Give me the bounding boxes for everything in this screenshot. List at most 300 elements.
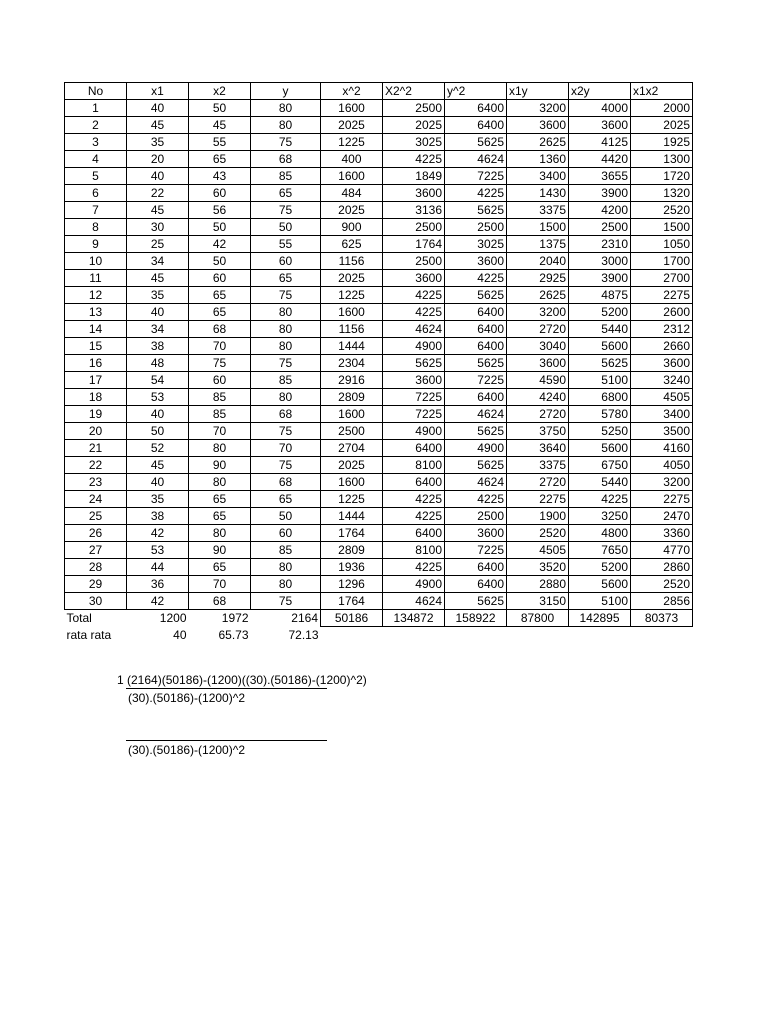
table-cell: 4624 <box>445 151 507 168</box>
table-cell: 45 <box>127 117 189 134</box>
table-cell: 2500 <box>445 508 507 525</box>
table-cell: 6750 <box>569 457 631 474</box>
table-cell: 34 <box>127 253 189 270</box>
table-cell: 50 <box>189 253 251 270</box>
table-cell: 68 <box>189 321 251 338</box>
table-cell: 2809 <box>321 389 383 406</box>
table-row <box>65 304 693 321</box>
table-row <box>65 474 693 491</box>
table-cell: 3655 <box>569 168 631 185</box>
table-cell: 53 <box>127 542 189 559</box>
table-cell: 34 <box>127 321 189 338</box>
table-cell: 1225 <box>321 287 383 304</box>
table-row <box>65 389 693 406</box>
table-cell: 5625 <box>445 202 507 219</box>
table-cell: 3200 <box>507 304 569 321</box>
table-cell: 6400 <box>445 389 507 406</box>
table-cell: 75 <box>251 287 321 304</box>
table-cell: 80 <box>189 474 251 491</box>
table-cell: 3400 <box>631 406 693 423</box>
table-cell: 16 <box>65 355 127 372</box>
table-cell: 3500 <box>631 423 693 440</box>
table-cell: 4420 <box>569 151 631 168</box>
table-cell: 3360 <box>631 525 693 542</box>
table-row <box>65 576 693 593</box>
table-cell: 4590 <box>507 372 569 389</box>
table-cell: 1156 <box>321 321 383 338</box>
table-row <box>65 406 693 423</box>
table-cell: 21 <box>65 440 127 457</box>
table-cell: 40 <box>127 304 189 321</box>
table-cell: 2520 <box>631 202 693 219</box>
average-value: 40 <box>173 627 187 642</box>
table-cell: 5100 <box>569 593 631 610</box>
table-cell: 65 <box>189 304 251 321</box>
table-cell: 80 <box>251 576 321 593</box>
total-value: 142895 <box>569 610 631 627</box>
table-cell: 7650 <box>569 542 631 559</box>
table-cell: 3025 <box>383 134 445 151</box>
header-row <box>65 83 693 100</box>
table-cell: 65 <box>251 491 321 508</box>
table-cell: 1764 <box>321 525 383 542</box>
table-cell: 65 <box>189 508 251 525</box>
table-cell: 1500 <box>631 219 693 236</box>
table-cell: 20 <box>127 151 189 168</box>
table-cell: 2704 <box>321 440 383 457</box>
table-cell: 2600 <box>631 304 693 321</box>
table-row <box>65 440 693 457</box>
average-label: rata rata <box>66 627 112 642</box>
table-cell: 4505 <box>631 389 693 406</box>
table-cell: 80 <box>189 525 251 542</box>
table-row <box>65 593 693 610</box>
average-row <box>65 627 693 643</box>
table-cell: 5200 <box>569 559 631 576</box>
table-cell: 6800 <box>569 389 631 406</box>
table-cell: 80 <box>251 559 321 576</box>
table-cell: 4900 <box>383 338 445 355</box>
table-row <box>65 168 693 185</box>
table-cell: 65 <box>251 270 321 287</box>
table-cell: 10 <box>65 253 127 270</box>
table-cell: 28 <box>65 559 127 576</box>
table-cell: 2 <box>65 117 127 134</box>
table-cell: 45 <box>189 117 251 134</box>
table-cell: 3900 <box>569 185 631 202</box>
table-cell: 8 <box>65 219 127 236</box>
table-cell: 4225 <box>383 559 445 576</box>
table-cell: 75 <box>251 423 321 440</box>
table-row <box>65 372 693 389</box>
table-cell: 68 <box>189 593 251 610</box>
table-row <box>65 287 693 304</box>
table-row <box>65 219 693 236</box>
table-cell: 5625 <box>445 355 507 372</box>
table-cell: 55 <box>251 236 321 253</box>
column-header: x^2 <box>321 83 383 100</box>
table-cell: 6400 <box>445 117 507 134</box>
table-cell: 4125 <box>569 134 631 151</box>
table-cell: 2500 <box>445 219 507 236</box>
table-cell: 2700 <box>631 270 693 287</box>
table-cell: 4800 <box>569 525 631 542</box>
table-cell: 2856 <box>631 593 693 610</box>
table-cell: 2040 <box>507 253 569 270</box>
table-cell: 6400 <box>383 525 445 542</box>
fraction-line <box>126 688 327 689</box>
table-cell: 2025 <box>321 457 383 474</box>
table-cell: 3136 <box>383 202 445 219</box>
total-value: 134872 <box>383 610 445 627</box>
table-cell: 54 <box>127 372 189 389</box>
table-cell: 2470 <box>631 508 693 525</box>
table-cell: 15 <box>65 338 127 355</box>
table-cell: 18 <box>65 389 127 406</box>
table-cell: 2000 <box>631 100 693 117</box>
table-cell: 2025 <box>383 117 445 134</box>
table-cell: 3240 <box>631 372 693 389</box>
table-cell: 5625 <box>383 355 445 372</box>
table-cell: 7225 <box>445 372 507 389</box>
table-cell: 35 <box>127 287 189 304</box>
table-cell: 6 <box>65 185 127 202</box>
table-cell: 5600 <box>569 338 631 355</box>
table-cell: 3200 <box>631 474 693 491</box>
table-cell: 50 <box>189 219 251 236</box>
table-cell: 3025 <box>445 236 507 253</box>
table-cell: 40 <box>127 168 189 185</box>
table-cell: 4225 <box>569 491 631 508</box>
column-header: X2^2 <box>383 83 445 100</box>
table-cell: 38 <box>127 508 189 525</box>
table-cell: 23 <box>65 474 127 491</box>
table-cell: 4200 <box>569 202 631 219</box>
table-cell: 65 <box>189 287 251 304</box>
table-cell: 25 <box>65 508 127 525</box>
table-cell: 4505 <box>507 542 569 559</box>
total-value: 80373 <box>631 610 693 627</box>
table-cell: 1225 <box>321 491 383 508</box>
data-table <box>64 82 693 643</box>
table-cell: 3375 <box>507 202 569 219</box>
table-cell: 1600 <box>321 304 383 321</box>
table-cell: 3600 <box>507 117 569 134</box>
table-cell: 1296 <box>321 576 383 593</box>
total-value: 1200 <box>159 611 187 626</box>
table-cell: 8100 <box>383 457 445 474</box>
table-cell: 3600 <box>507 355 569 372</box>
table-cell: 3600 <box>383 185 445 202</box>
table-cell: 3150 <box>507 593 569 610</box>
table-cell: 2720 <box>507 406 569 423</box>
table-row <box>65 423 693 440</box>
table-cell: 5440 <box>569 321 631 338</box>
table-cell: 4770 <box>631 542 693 559</box>
table-cell: 17 <box>65 372 127 389</box>
table-cell: 7225 <box>445 168 507 185</box>
table-cell: 9 <box>65 236 127 253</box>
table-cell: 5100 <box>569 372 631 389</box>
table-cell: 7225 <box>445 542 507 559</box>
table-cell: 625 <box>321 236 383 253</box>
table-cell: 50 <box>251 219 321 236</box>
column-header: y^2 <box>445 83 507 100</box>
table-cell: 2275 <box>631 287 693 304</box>
table-cell: 5625 <box>569 355 631 372</box>
table-cell: 1300 <box>631 151 693 168</box>
table-cell: 70 <box>189 423 251 440</box>
table-row <box>65 253 693 270</box>
table-cell: 1225 <box>321 134 383 151</box>
table-cell: 1600 <box>321 100 383 117</box>
table-cell: 2520 <box>631 576 693 593</box>
total-value: 50186 <box>321 610 383 627</box>
table-cell: 56 <box>189 202 251 219</box>
total-value: 1972 <box>221 611 249 626</box>
table-cell: 7225 <box>383 406 445 423</box>
table-cell: 1050 <box>631 236 693 253</box>
table-cell: 4 <box>65 151 127 168</box>
table-cell: 2880 <box>507 576 569 593</box>
formula-denominator: (30).(50186)-(1200)^2 <box>128 691 246 705</box>
column-header: x1 <box>127 83 189 100</box>
table-cell: 4240 <box>507 389 569 406</box>
table-cell: 36 <box>127 576 189 593</box>
table-cell: 6400 <box>383 474 445 491</box>
table-row <box>65 525 693 542</box>
table-row <box>65 202 693 219</box>
total-label: Total <box>66 611 92 626</box>
table-cell: 2275 <box>631 491 693 508</box>
table-row <box>65 321 693 338</box>
table-cell: 22 <box>65 457 127 474</box>
table-cell: 6400 <box>383 440 445 457</box>
table-cell: 3400 <box>507 168 569 185</box>
table-cell: 3640 <box>507 440 569 457</box>
table-cell: 60 <box>189 372 251 389</box>
table-cell: 85 <box>189 406 251 423</box>
table-cell: 2312 <box>631 321 693 338</box>
table-cell: 4050 <box>631 457 693 474</box>
average-value: 72.13 <box>288 627 319 642</box>
table-cell: 1156 <box>321 253 383 270</box>
table-cell: 35 <box>127 134 189 151</box>
table-cell: 44 <box>127 559 189 576</box>
table-cell: 75 <box>251 355 321 372</box>
table-cell: 6400 <box>445 576 507 593</box>
table-row <box>65 151 693 168</box>
table-cell: 4900 <box>383 576 445 593</box>
table-cell: 80 <box>251 321 321 338</box>
table-cell: 1320 <box>631 185 693 202</box>
table-cell: 1720 <box>631 168 693 185</box>
table-cell: 6400 <box>445 559 507 576</box>
formula-numerator: 1 (2164)(50186)-(1200)((30).(50186)-(1200)^2) <box>117 673 367 687</box>
table-cell: 4225 <box>445 491 507 508</box>
table-row <box>65 491 693 508</box>
table-cell: 3 <box>65 134 127 151</box>
table-cell: 52 <box>127 440 189 457</box>
table-cell: 50 <box>189 100 251 117</box>
table-cell: 75 <box>251 202 321 219</box>
table-cell: 48 <box>127 355 189 372</box>
formula-denominator-2: (30).(50186)-(1200)^2 <box>128 743 246 757</box>
table-cell: 27 <box>65 542 127 559</box>
table-cell: 5625 <box>445 457 507 474</box>
table-cell: 900 <box>321 219 383 236</box>
table-cell: 30 <box>65 593 127 610</box>
table-cell: 80 <box>251 117 321 134</box>
table-cell: 80 <box>189 440 251 457</box>
table-cell: 3600 <box>569 117 631 134</box>
table-cell: 80 <box>251 389 321 406</box>
total-value: 87800 <box>507 610 569 627</box>
table-cell: 4900 <box>445 440 507 457</box>
table-cell: 38 <box>127 338 189 355</box>
table-row <box>65 508 693 525</box>
table-cell: 3520 <box>507 559 569 576</box>
table-cell: 4624 <box>445 474 507 491</box>
table-cell: 3750 <box>507 423 569 440</box>
table-cell: 1375 <box>507 236 569 253</box>
table-cell: 43 <box>189 168 251 185</box>
table-cell: 55 <box>189 134 251 151</box>
table-cell: 42 <box>189 236 251 253</box>
table-cell: 2025 <box>321 202 383 219</box>
spreadsheet <box>64 82 693 643</box>
table-cell: 11 <box>65 270 127 287</box>
table-cell: 4225 <box>445 270 507 287</box>
table-cell: 1444 <box>321 338 383 355</box>
table-cell: 70 <box>189 338 251 355</box>
table-cell: 2275 <box>507 491 569 508</box>
table-cell: 4624 <box>445 406 507 423</box>
table-cell: 2500 <box>321 423 383 440</box>
table-cell: 4900 <box>383 423 445 440</box>
column-header: x1y <box>507 83 569 100</box>
table-cell: 4225 <box>445 185 507 202</box>
table-cell: 20 <box>65 423 127 440</box>
table-cell: 8100 <box>383 542 445 559</box>
table-cell: 22 <box>127 185 189 202</box>
table-cell: 50 <box>251 508 321 525</box>
table-cell: 3375 <box>507 457 569 474</box>
table-cell: 90 <box>189 457 251 474</box>
table-cell: 35 <box>127 491 189 508</box>
table-cell: 5200 <box>569 304 631 321</box>
table-cell: 1500 <box>507 219 569 236</box>
table-row <box>65 542 693 559</box>
table-cell: 1925 <box>631 134 693 151</box>
table-cell: 5 <box>65 168 127 185</box>
table-row <box>65 338 693 355</box>
table-cell: 85 <box>189 389 251 406</box>
table-cell: 1600 <box>321 474 383 491</box>
table-cell: 75 <box>251 593 321 610</box>
table-cell: 2520 <box>507 525 569 542</box>
table-cell: 60 <box>189 270 251 287</box>
table-cell: 2500 <box>383 219 445 236</box>
table-cell: 6400 <box>445 338 507 355</box>
table-cell: 6400 <box>445 304 507 321</box>
table-cell: 40 <box>127 406 189 423</box>
table-cell: 2025 <box>321 270 383 287</box>
table-cell: 4000 <box>569 100 631 117</box>
table-cell: 75 <box>189 355 251 372</box>
table-cell: 5600 <box>569 576 631 593</box>
table-cell: 5625 <box>445 134 507 151</box>
table-cell: 1849 <box>383 168 445 185</box>
table-cell: 75 <box>251 134 321 151</box>
table-cell: 3600 <box>445 253 507 270</box>
table-cell: 2925 <box>507 270 569 287</box>
table-cell: 29 <box>65 576 127 593</box>
table-cell: 26 <box>65 525 127 542</box>
table-cell: 68 <box>251 474 321 491</box>
table-cell: 2720 <box>507 321 569 338</box>
total-row <box>65 610 693 627</box>
table-cell: 3040 <box>507 338 569 355</box>
table-row <box>65 355 693 372</box>
table-cell: 2025 <box>321 117 383 134</box>
table-cell: 2625 <box>507 287 569 304</box>
table-row <box>65 236 693 253</box>
table-cell: 90 <box>189 542 251 559</box>
table-cell: 3600 <box>383 372 445 389</box>
table-cell: 19 <box>65 406 127 423</box>
table-cell: 5625 <box>445 593 507 610</box>
table-row <box>65 559 693 576</box>
table-cell: 484 <box>321 185 383 202</box>
table-cell: 1764 <box>321 593 383 610</box>
table-cell: 3250 <box>569 508 631 525</box>
table-cell: 65 <box>189 491 251 508</box>
table-cell: 5440 <box>569 474 631 491</box>
table-cell: 1600 <box>321 406 383 423</box>
fraction-line-2 <box>126 740 327 741</box>
table-cell: 42 <box>127 593 189 610</box>
table-cell: 80 <box>251 338 321 355</box>
table-cell: 13 <box>65 304 127 321</box>
table-row <box>65 134 693 151</box>
table-cell: 40 <box>127 474 189 491</box>
table-cell: 5600 <box>569 440 631 457</box>
table-row <box>65 270 693 287</box>
table-cell: 4225 <box>383 491 445 508</box>
table-cell: 45 <box>127 457 189 474</box>
table-cell: 85 <box>251 168 321 185</box>
table-cell: 2860 <box>631 559 693 576</box>
table-cell: 2500 <box>383 253 445 270</box>
table-cell: 70 <box>189 576 251 593</box>
table-cell: 4225 <box>383 151 445 168</box>
table-cell: 60 <box>251 253 321 270</box>
table-cell: 65 <box>189 559 251 576</box>
table-cell: 1444 <box>321 508 383 525</box>
table-cell: 1936 <box>321 559 383 576</box>
table-cell: 1360 <box>507 151 569 168</box>
table-cell: 30 <box>127 219 189 236</box>
table-cell: 5780 <box>569 406 631 423</box>
table-cell: 65 <box>189 151 251 168</box>
table-cell: 6400 <box>445 321 507 338</box>
table-cell: 42 <box>127 525 189 542</box>
table-cell: 2500 <box>383 100 445 117</box>
table-cell: 400 <box>321 151 383 168</box>
table-cell: 60 <box>251 525 321 542</box>
table-cell: 3900 <box>569 270 631 287</box>
